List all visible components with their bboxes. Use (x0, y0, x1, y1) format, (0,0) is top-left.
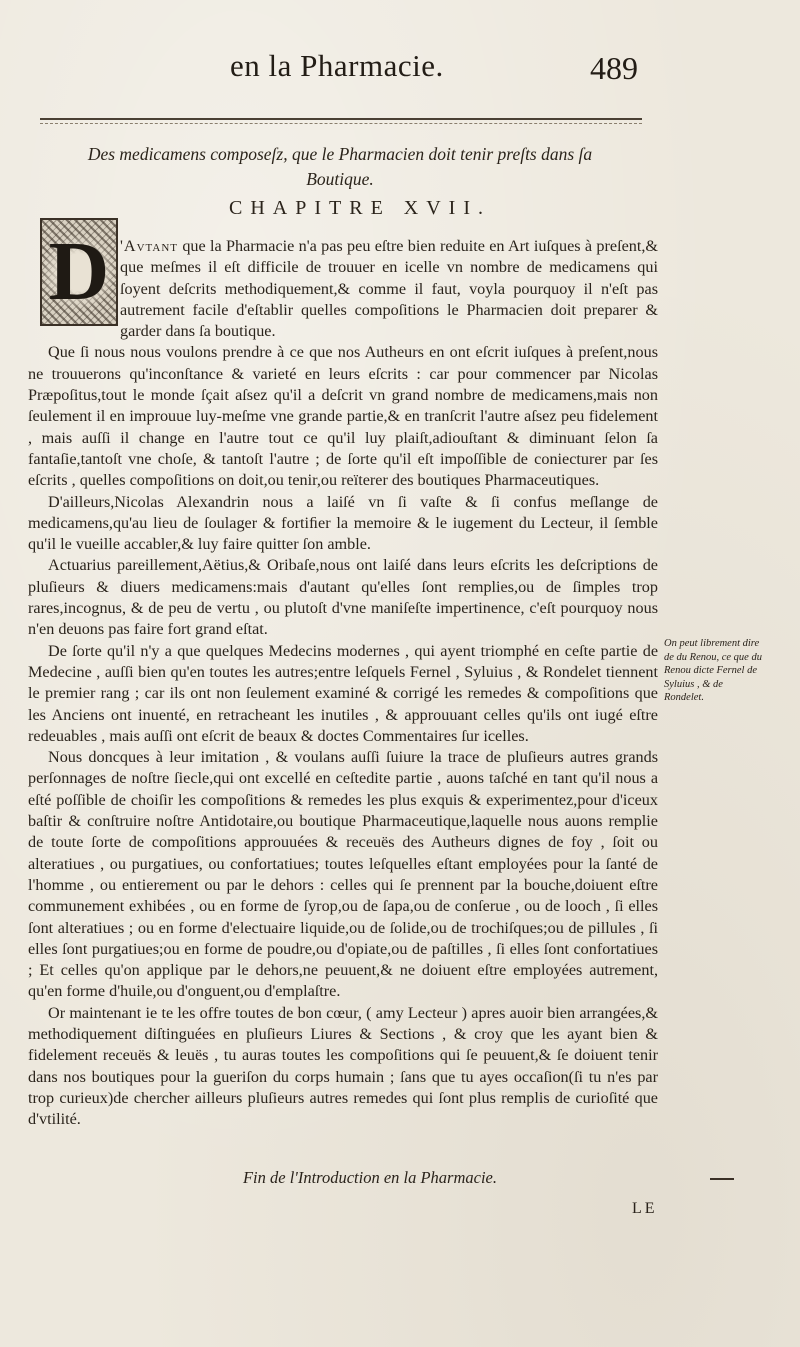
running-head: en la Pharmacie. (230, 48, 444, 83)
paragraph: Que ſi nous nous voulons prendre à ce que nos Autheurs en ont eſcrit iuſques à preſent,nous ne trouuerons qu'inconſtance & varieté en leurs eſcrits : car pour commencer par Nicolas Præpoſitus,tout le monde ſçait aſsez qu'il a deſcrit vn grand nombre de medicamens,mais non ſeulement il en improuue luy-meſme vne grande partie,& en tranſcrit l'autre aſsez peu fidelement , mais auſſi il change en l'autre tout ce qu'il luy plaiſt,adiouſtant & diminuant ſelon ſa fantaſie,tantoſt vne choſe, & tantoſt l'autre ; de ſorte qu'il eſt impoſſible de coniecturer par ſes eſcrits , quelles compoſitions on doit,ou tenir,ou reïterer des boutiques Pharmaceutiques. (28, 343, 658, 490)
chapter-title: CHAPITRE XVII. (229, 197, 491, 219)
header-rule-ornament (40, 123, 642, 124)
ornamental-initial-letter: D (42, 224, 116, 320)
body-text (28, 236, 658, 1130)
paragraph: D'ailleurs,Nicolas Alexandrin nous a laiſé vn ſi vaſte & ſi confus meſlange de medicamens,qu'au lieu de ſoulager & fortiﬁer la memoire & le iugement du Lecteur, il ſemble qu'il le vueille accabler,& luy faire quitter ſon amble. (28, 492, 658, 554)
catchword: LE (632, 1200, 658, 1217)
closing-line: Fin de l'Introduction en la Pharmacie. (242, 1168, 498, 1187)
header-rule (40, 118, 642, 120)
lead-in-word: 'Avtant (120, 237, 178, 255)
margin-note: On peut librement dire de du Renou, ce que du Renou dicte Fernel de Syluius , & de Rondelet. (664, 638, 762, 703)
initial-spacer (28, 236, 120, 342)
paragraph: De ſorte qu'il n'y a que quelques Medecins modernes , qui ayent triomphé en ceſte partie de Medecine , auſſi bien qu'en toutes les autres;entre leſquels Fernel , Syluius , & Rondelet tiennent le premier rang ; car ils ont non ſeulement examiné & corrigé les remedes & compoſitions que les Anciens ont inuenté, en retracheant les inutiles , & approuuant celles qu'ils ont iugé eſtre redeuables , mais auſſi ont eſcrit de beaux & doctes Commentaires ſur icelles. (28, 641, 658, 745)
flourish-ornament (710, 1178, 734, 1180)
paragraph: Nous doncques à leur imitation , & voulans auſſi ſuiure la trace de pluſieurs autres grands perſonnages de noſtre ſiecle,qui ont excellé en ceſtedite partie , auons taſché en tant qu'il nous a eſté poſſible de choiſir les compoſitions & remedes les plus exquis & experimentez,pour d'iceux baſtir & conſtruire noſtre Antidotaire,ou boutique Pharmaceutique,laquelle nous auons remplie de toute ſorte de compoſitions approuuées & receuës des Autheurs dignes de foy , ſoit ou alteratiues , ou purgatiues, ou confortatiues; toutes leſquelles eſtant employées pour la ſanté de l'homme , ou entierement ou par le dehors : celles qui ſe prennent par la bouche,doiuent eſtre communement exhibées , ou en forme de ſyrop,ou de ſapa,ou de conſerue , ou de looch , ſi elles ſont alteratiues ; ou en forme d'electuaire liquide,ou de ſolide,ou de trochiſques;ou de pillules , ſi elles ſont purgatiues;ou en forme de poudre,ou d'opiate,ou de paſtilles , ſi elles ſont confortatiues ; Et celles qu'on applique par le dehors,ne peuuent,& ne doiuent eſtre employées autrement, qu'en forme d'huile,ou d'onguent,ou d'emplaſtre. (28, 748, 658, 1001)
paragraph: Or maintenant ie te les offre toutes de bon cœur, ( amy Lecteur ) apres auoir bien arrangées,& methodiquement diſtinguées en pluſieurs Liures & Sections , & croy que les ayant bien & fidelement receuës & leuës , tu auras toutes les compoſitions qui ſe peuuent,& ſe doiuent tenir dans nos boutiques pour la gueriſon du corps humain ; ſans que tu ayes occaſion(ſi tu n'es par trop curieux)de chercher ailleurs pluſieurs autres remedes qui ſont plus remplis de curioſité que d'vtilité. (28, 1003, 658, 1129)
paragraph: Actuarius pareillement,Aëtius,& Oribaſe,nous ont laiſé dans leurs eſcrits les deſcriptions de pluſieurs & diuers medicamens:mais d'autant qu'elles ſont remplies,ou de ſimples trop rares,incognus, & de peu de vertu , ou plutoſt d'vne maniſeſte impertinence, c'eſt pourquoy nous n'en deuons pas faire fort grand eſtat. (28, 556, 658, 639)
section-title: Des medicamens composeſz, que le Pharmacien doit tenir preſts dans ſa Boutique. (87, 144, 593, 189)
paragraph-text: que la Pharmacie n'a pas peu eſtre bien reduite en Art iuſques à preſent,& que meſmes il eſt difficile de trouuer en icelle vn nombre de medicamens qui ſoyent deſcrits methodiquement,& comme il faut, voyla pourquoy il n'eſt pas autrement facile d'eſtablir quelles compoſitions le Pharmacien doit preparer & garder dans ſa boutique. (120, 237, 658, 341)
page-number: 489 (590, 50, 638, 86)
paragraph (28, 236, 658, 342)
